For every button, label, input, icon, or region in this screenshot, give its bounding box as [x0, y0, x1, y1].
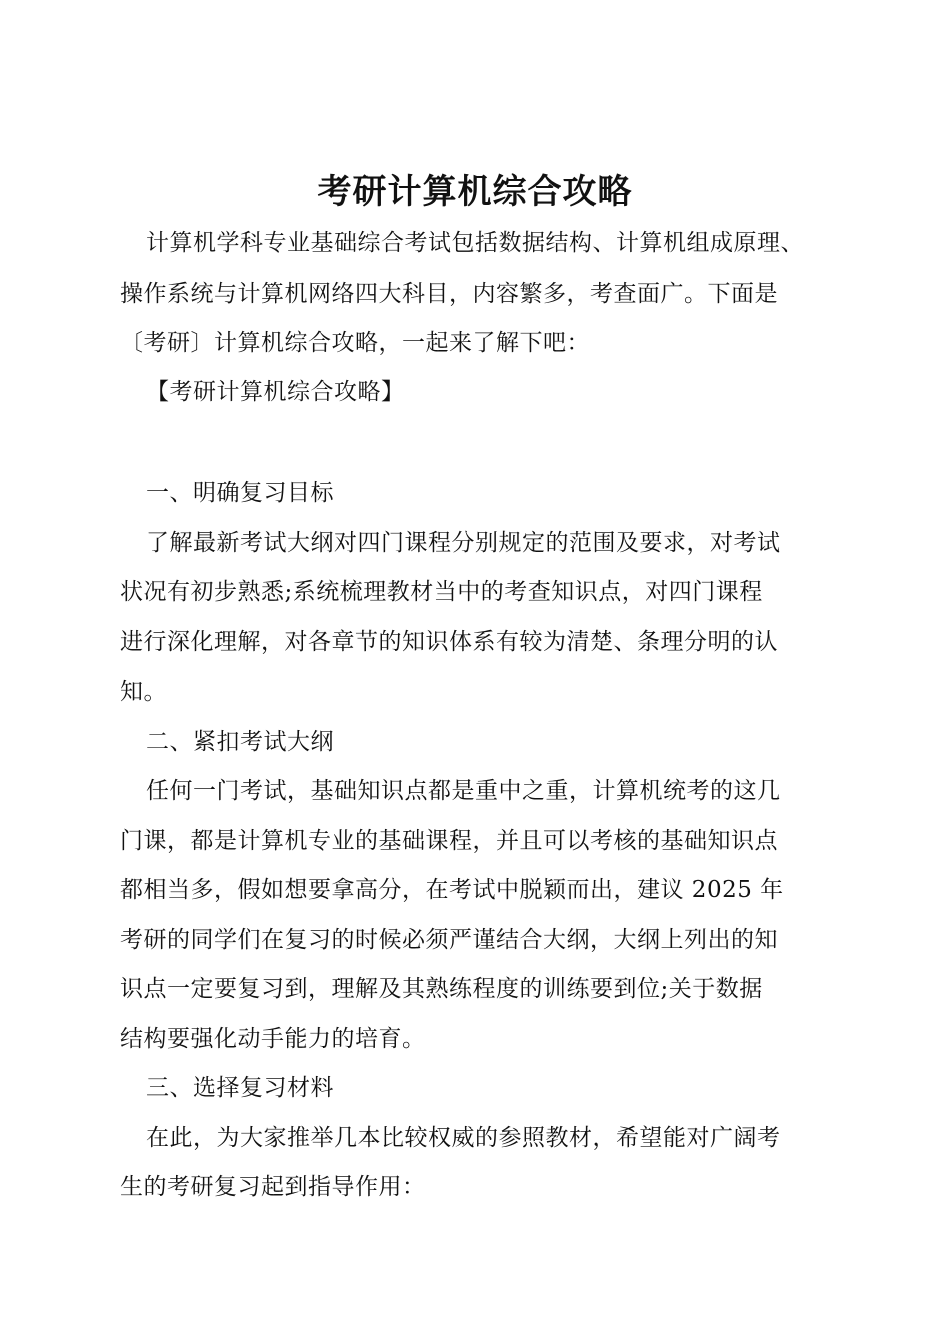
- section-2-line-1: 任何一门考试，基础知识点都是重中之重，计算机统考的这几: [146, 778, 781, 804]
- section-1-line-1: 了解最新考试大纲对四门课程分别规定的范围及要求，对考试: [146, 530, 781, 556]
- intro-line-1: 计算机学科专业基础综合考试包括数据结构、计算机组成原理、: [146, 230, 804, 256]
- section-2-line-5: 识点一定要复习到，理解及其熟练程度的训练要到位;关于数据: [120, 976, 763, 1002]
- intro-line-3: 〔考研〕计算机综合攻略，一起来了解下吧：: [120, 330, 590, 356]
- section-heading-1: 一、明确复习目标: [146, 480, 334, 506]
- section-2-line-3: 都相当多，假如想要拿高分，在考试中脱颖而出，建议 2025 年: [120, 877, 784, 903]
- section-heading-3: 三、选择复习材料: [146, 1075, 334, 1101]
- section-heading-2: 二、紧扣考试大纲: [146, 729, 334, 755]
- section-2-line-2: 门课，都是计算机专业的基础课程，并且可以考核的基础知识点: [120, 828, 778, 854]
- section-1-line-2: 状况有初步熟悉;系统梳理教材当中的考查知识点，对四门课程: [120, 579, 763, 605]
- section-1-line-4: 知。: [120, 679, 167, 705]
- section-1-line-3: 进行深化理解，对各章节的知识体系有较为清楚、条理分明的认: [120, 629, 778, 655]
- subtitle-bracket-heading: 【考研计算机综合攻略】: [146, 379, 405, 405]
- section-3-line-1: 在此，为大家推举几本比较权威的参照教材，希望能对广阔考: [146, 1125, 781, 1151]
- intro-line-2: 操作系统与计算机网络四大科目，内容繁多，考查面广。下面是: [120, 281, 778, 307]
- section-3-line-2: 生的考研复习起到指导作用：: [120, 1174, 426, 1200]
- document-title: 考研计算机综合攻略: [317, 171, 633, 212]
- section-2-line-6: 结构要强化动手能力的培育。: [120, 1026, 426, 1052]
- section-2-line-4: 考研的同学们在复习的时候必须严谨结合大纲，大纲上列出的知: [120, 927, 778, 953]
